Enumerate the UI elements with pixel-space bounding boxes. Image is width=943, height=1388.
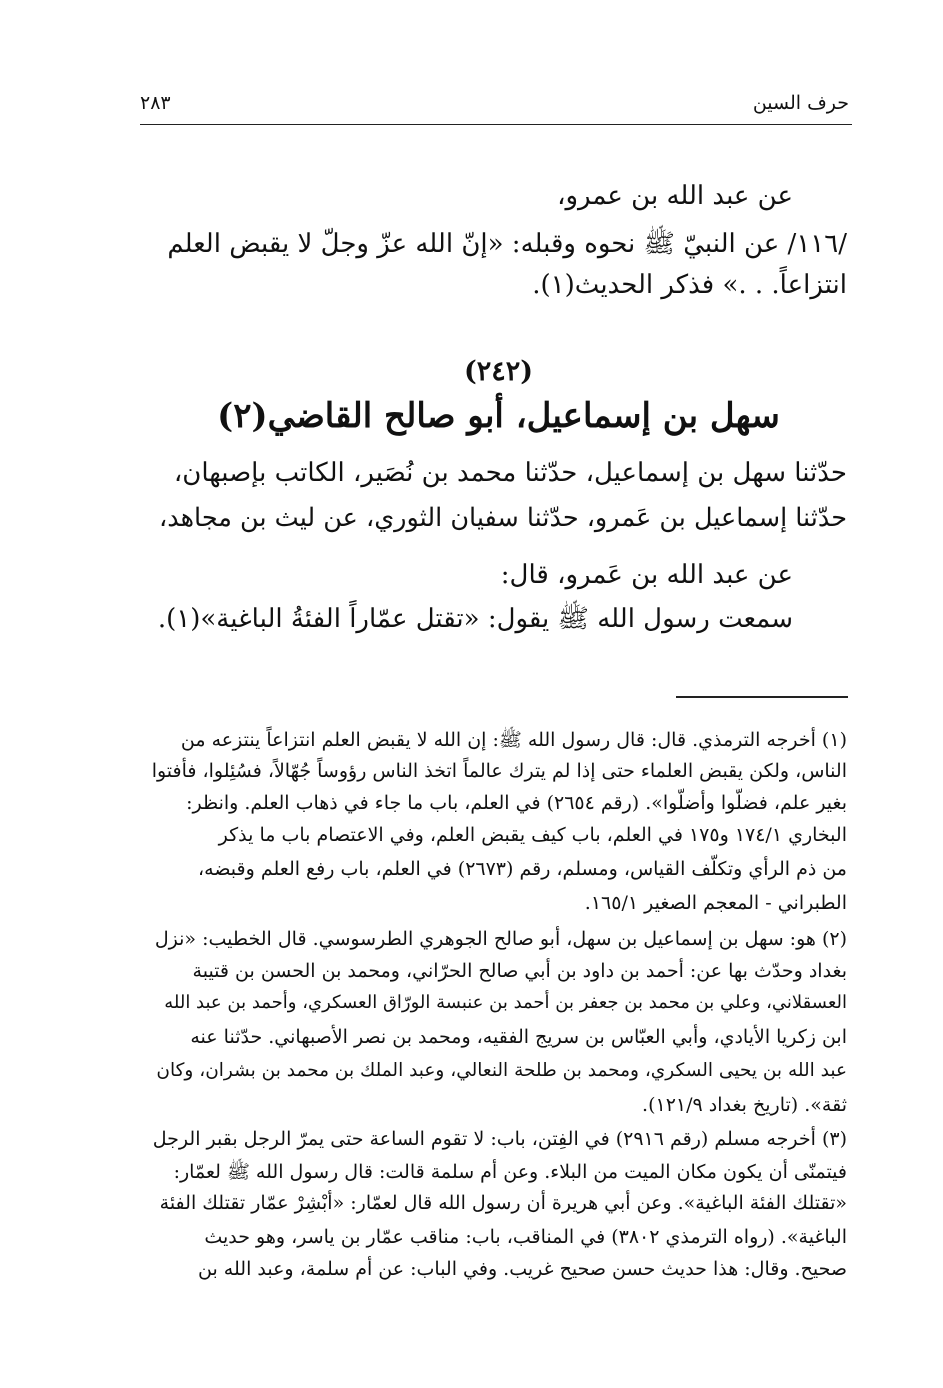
footnote-line: عبد الله بن يحيى السكري، ومحمد بن طلحة النعالي، وعبد الملك بن محمد بن بشران، وكان [156,1060,847,1081]
footnote-line: الباغية». (رواه الترمذي ٣٨٠٢) في المناقب، باب: مناقب عمّار بن ياسر، وهو حديث [204,1226,847,1248]
footnote-line: بغير علم، فضلّوا وأضلّوا». (رقم ٢٦٥٤) في العلم، باب ما جاء في ذهاب العلم. وانظر: [186,792,847,814]
footnote-line: الناس، ولكن يقبض العلماء حتى إذا لم يترك عالماً اتخذ الناس رؤوساً جُهّالاً، فسُئِلوا، فأفتوا [151,760,847,782]
footnote-rule [676,696,848,698]
entry-line-1: حدّثنا سهل بن إسماعيل، حدّثنا محمد بن نُصَير، الكاتب بإصبهان، [173,458,847,488]
entry-line-2: حدّثنا إسماعيل بن عَمرو، حدّثنا سفيان الثوري، عن ليث بن مجاهد، [158,503,847,533]
running-header-title: حرف السين [752,92,849,114]
footnote-line: «تقتلك الفئة الباغية». وعن أبي هريرة أن رسول الله قال لعمّار: «أبْشِرْ عمّار تقتلك الفئة [159,1192,847,1214]
prev-entry-line-1: عن عبد الله بن عمرو، [557,181,793,211]
footnote-line: صحيح. وقال: هذا حديث حسن صحيح غريب. وفي الباب: عن أم سلمة، وعبد الله بن [198,1258,847,1280]
prev-entry-line-2: /١١٦/ عن النبيّ ﷺ نحوه وقبله: «إنّ الله عزّ وجلّ لا يقبض العلم [167,229,847,259]
header-rule [140,124,852,125]
footnote-line: الطبراني - المعجم الصغير ١٦٥/١. [584,892,847,914]
footnote-line: ثقة». (تاريخ بغداد ١٢١/٩). [642,1094,847,1116]
footnote-line: (١) أخرجه الترمذي. قال: قال رسول الله ﷺ: إن الله لا يقبض العلم انتزاعاً ينتزعه من [180,729,847,751]
footnote-line: ابن زكريا الأيادي، وأبي العبّاس بن سريج الفقيه، ومحمد بن نصر الأصبهاني. حدّثنا عنه [190,1026,847,1048]
entry-number: (٢٤٢) [463,356,534,387]
entry-title: سهل بن إسماعيل، أبو صالح القاضي(٢) [217,396,780,436]
footnote-line: البخاري ١٧٤/١ و١٧٥ في العلم، باب كيف يقبض العلم، وفي الاعتصام باب ما يذكر [218,824,847,846]
page-number: ٢٨٣ [140,92,171,114]
footnote-line: (٣) أخرجه مسلم (رقم ٢٩١٦) في الفِتن، باب: لا تقوم الساعة حتى يمرّ الرجل بقبر الرجل [152,1128,847,1150]
entry-line-4: سمعت رسول الله ﷺ يقول: «تقتل عمّاراً الفئةُ الباغية»(١). [157,604,793,634]
footnote-line: فيتمنّى أن يكون مكان الميت من البلاء. وعن أم سلمة قالت: قال رسول الله ﷺ لعمّار: [173,1161,847,1183]
entry-line-3: عن عبد الله بن عَمرو، قال: [500,560,793,590]
footnote-line: من ذم الرأي وتكلّف القياس، ومسلم، رقم (٢٦٧٣) في العلم، باب رفع العلم وقبضه، [198,858,847,880]
footnote-line: العسقلاني، وعلي بن محمد بن جعفر بن أحمد بن عنبسة الورّاق العسكري، وأحمد بن عبد الله [164,992,847,1013]
footnote-line: بغداد وحدّث بها عن: أحمد بن داود بن أبي صالح الحرّاني، ومحمد بن الحسن بن قتيبة [192,960,847,982]
footnote-line: (٢) هو: سهل بن إسماعيل بن سهل، أبو صالح الجوهري الطرسوسي. قال الخطيب: «نزل [154,928,847,950]
prev-entry-line-3: انتزاعاً. . .» فذكر الحديث(١). [532,270,847,300]
